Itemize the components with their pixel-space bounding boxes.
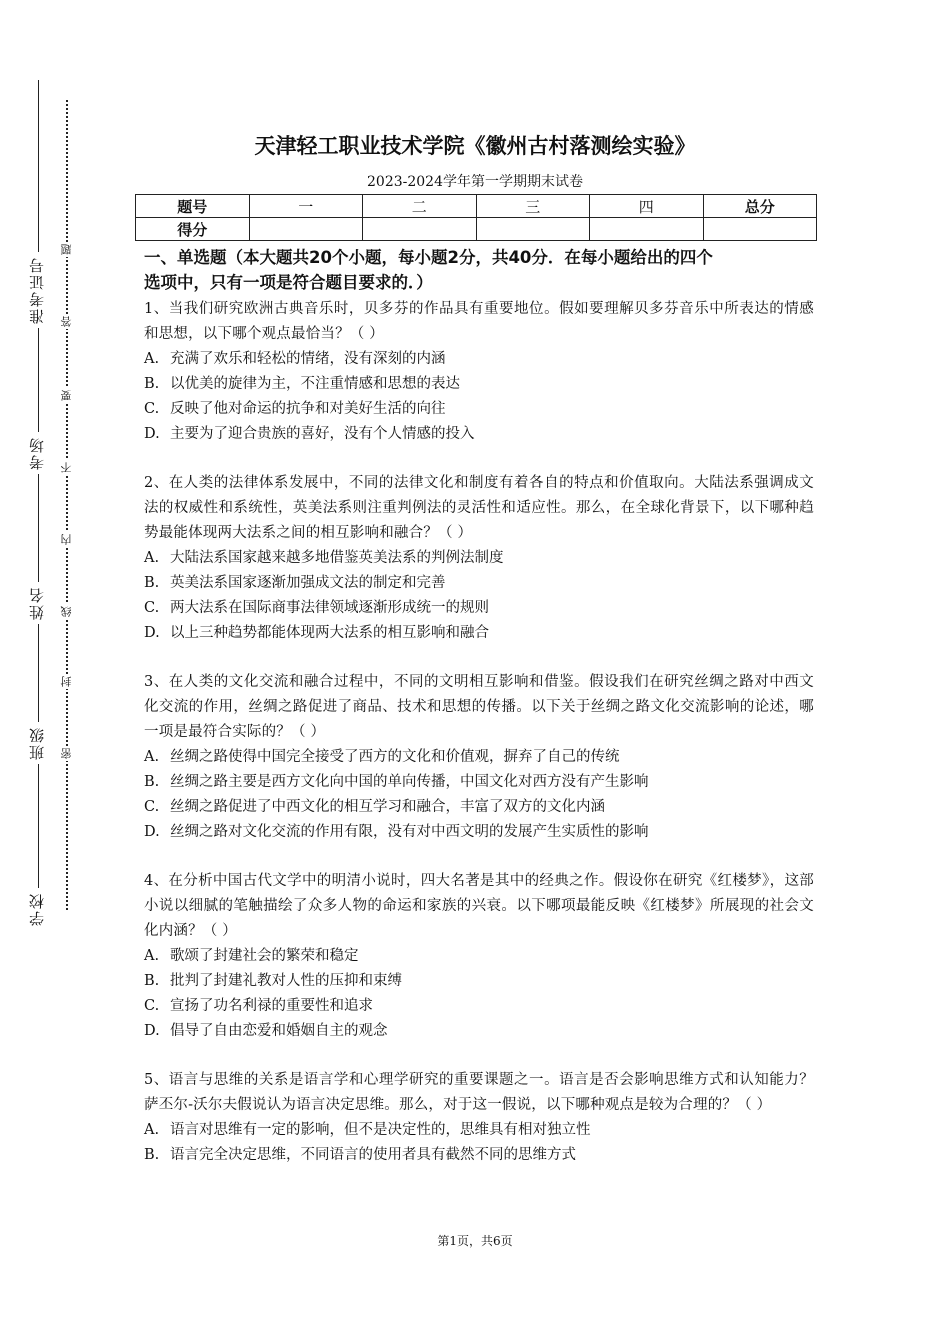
option-c[interactable] xyxy=(144,596,814,621)
option-a[interactable] xyxy=(144,1118,814,1143)
seal-char: 封 xyxy=(60,676,73,687)
option-text: 英美法系国家逐渐加强成文法的制定和完善 xyxy=(170,575,446,591)
option-b[interactable] xyxy=(144,372,814,397)
binding-line xyxy=(38,80,39,920)
question-stem: 3、在人类的文化交流和融合过程中，不同的文明相互影响和借鉴。假设我们在研究丝绸之路对中西文化交流的作用，丝绸之路促进了商品、技术和思想的传播。以下关于丝绸之路文化交流影响的论述，哪一项是最符合实际的？（ ） xyxy=(144,674,814,740)
option-text: 充满了欢乐和轻松的情绪，没有深刻的内涵 xyxy=(170,351,446,367)
section-heading xyxy=(144,245,814,295)
option-key: D. xyxy=(144,824,160,840)
section-heading-line: 一、单选题（本大题共20个小题，每小题2分，共40分．在每小题给出的四个 xyxy=(144,248,713,267)
option-key: B. xyxy=(144,575,160,591)
question-stem: 1、当我们研究欧洲古典音乐时，贝多芬的作品具有重要地位。假如要理解贝多芬音乐中所表达的情感和思想，以下哪个观点最恰当？（ ） xyxy=(144,301,814,342)
option-text: 以上三种趋势都能体现两大法系的相互影响和融合 xyxy=(170,625,489,641)
option-d[interactable] xyxy=(144,422,814,447)
option-text: 反映了他对命运的抗争和对美好生活的向往 xyxy=(170,401,446,417)
score-header-cell: 总分 xyxy=(703,195,817,218)
option-c[interactable] xyxy=(144,795,814,820)
score-cell[interactable] xyxy=(703,218,817,241)
question-stem: 2、在人类的法律体系发展中，不同的法律文化和制度有着各自的特点和价值取向。大陆法系强调成文法的权威性和系统性，英美法系则注重判例法的灵活性和适应性。那么，在全球化背景下，以下哪种趋势最能体现两大法系之间的相互影响和融合？（ ） xyxy=(144,475,814,541)
score-row-label: 得分 xyxy=(136,218,250,241)
option-key: B. xyxy=(144,774,160,790)
option-text: 大陆法系国家越来越多地借鉴英美法系的判例法制度 xyxy=(170,550,504,566)
option-key: C. xyxy=(144,401,160,417)
question-3 xyxy=(144,670,814,845)
option-b[interactable] xyxy=(144,571,814,596)
exam-title: 天津轻工职业技术学院《徽州古村落测绘实验》 xyxy=(254,134,696,158)
field-class-label: 班级 xyxy=(26,722,47,764)
seal-char: 不 xyxy=(60,462,73,473)
field-exam-room-label: 考场 xyxy=(26,432,47,474)
score-header-cell: 三 xyxy=(476,195,590,218)
option-d[interactable] xyxy=(144,1019,814,1044)
option-text: 语言完全决定思维，不同语言的使用者具有截然不同的思维方式 xyxy=(170,1147,576,1163)
seal-char: 答 xyxy=(60,316,73,327)
option-a[interactable] xyxy=(144,546,814,571)
option-text: 批判了封建礼教对人性的压抑和束缚 xyxy=(170,973,402,989)
score-cell[interactable] xyxy=(476,218,590,241)
option-a[interactable] xyxy=(144,745,814,770)
question-1 xyxy=(144,297,814,447)
score-header-cell: 题号 xyxy=(136,195,250,218)
option-key: A. xyxy=(144,749,160,765)
option-text: 丝绸之路主要是西方文化向中国的单向传播，中国文化对西方没有产生影响 xyxy=(170,774,649,790)
option-c[interactable] xyxy=(144,994,814,1019)
score-cell[interactable] xyxy=(590,218,704,241)
score-cell[interactable] xyxy=(363,218,477,241)
option-text: 丝绸之路对文化交流的作用有限，没有对中西文明的发展产生实质性的影响 xyxy=(170,824,649,840)
option-key: C. xyxy=(144,600,160,616)
score-table-header-row xyxy=(136,195,817,218)
score-header-cell: 一 xyxy=(249,195,363,218)
option-key: D. xyxy=(144,1023,160,1039)
option-key: A. xyxy=(144,1122,160,1138)
score-header-cell: 四 xyxy=(590,195,704,218)
option-b[interactable] xyxy=(144,770,814,795)
option-key: A. xyxy=(144,351,160,367)
option-text: 主要为了迎合贵族的喜好，没有个人情感的投入 xyxy=(170,426,475,442)
field-school-label: 学校 xyxy=(26,888,47,930)
exam-subtitle: 2023-2024学年第一学期期末试卷 xyxy=(367,174,583,190)
seal-char: 题 xyxy=(60,244,73,255)
option-text: 丝绸之路使得中国完全接受了西方的文化和价值观，摒弃了自己的传统 xyxy=(170,749,620,765)
option-a[interactable] xyxy=(144,944,814,969)
option-text: 倡导了自由恋爱和婚姻自主的观念 xyxy=(170,1023,388,1039)
seal-char: 线 xyxy=(60,606,73,617)
score-table xyxy=(135,194,817,241)
seal-char: 密 xyxy=(60,748,73,759)
seal-dotted-line xyxy=(66,100,68,910)
option-key: A. xyxy=(144,948,160,964)
option-key: B. xyxy=(144,973,160,989)
score-cell[interactable] xyxy=(249,218,363,241)
question-2 xyxy=(144,471,814,646)
field-exam-number-label: 准考证号 xyxy=(26,252,47,328)
option-text: 歌颂了封建社会的繁荣和稳定 xyxy=(170,948,359,964)
option-key: B. xyxy=(144,1147,160,1163)
field-name-label: 姓名 xyxy=(26,582,47,624)
option-a[interactable] xyxy=(144,347,814,372)
option-text: 宣扬了功名利禄的重要性和追求 xyxy=(170,998,373,1014)
option-b[interactable] xyxy=(144,1143,814,1168)
option-d[interactable] xyxy=(144,820,814,845)
option-key: D. xyxy=(144,426,160,442)
binding-margin xyxy=(18,80,48,940)
option-key: B. xyxy=(144,376,160,392)
page-footer: 第1页，共6页 xyxy=(437,1234,513,1248)
question-stem: 4、在分析中国古代文学中的明清小说时，四大名著是其中的经典之作。假设你在研究《红楼梦》，这部小说以细腻的笔触描绘了众多人物的命运和家族的兴衰。以下哪项最能反映《红楼梦》所展现的社会文化内涵？（ ） xyxy=(144,873,814,939)
option-text: 语言对思维有一定的影响，但不是决定性的，思维具有相对独立性 xyxy=(170,1122,591,1138)
exam-content xyxy=(144,245,814,1168)
option-d[interactable] xyxy=(144,621,814,646)
option-b[interactable] xyxy=(144,969,814,994)
score-header-cell: 二 xyxy=(363,195,477,218)
section-heading-line: 选项中，只有一项是符合题目要求的．） xyxy=(144,273,433,292)
seal-char: 要 xyxy=(60,390,73,401)
option-text: 以优美的旋律为主，不注重情感和思想的表达 xyxy=(170,376,460,392)
option-key: C. xyxy=(144,998,160,1014)
option-key: D. xyxy=(144,625,160,641)
option-key: A. xyxy=(144,550,160,566)
seal-char: 内 xyxy=(60,534,73,545)
option-key: C. xyxy=(144,799,160,815)
option-text: 两大法系在国际商事法律领域逐渐形成统一的规则 xyxy=(170,600,489,616)
question-5 xyxy=(144,1068,814,1168)
question-stem: 5、语言与思维的关系是语言学和心理学研究的重要课题之一。语言是否会影响思维方式和认知能力？萨丕尔-沃尔夫假说认为语言决定思维。那么，对于这一假说，以下哪种观点是较为合理的？（ ） xyxy=(144,1072,814,1113)
option-text: 丝绸之路促进了中西文化的相互学习和融合，丰富了双方的文化内涵 xyxy=(170,799,605,815)
question-4 xyxy=(144,869,814,1044)
option-c[interactable] xyxy=(144,397,814,422)
score-table-score-row xyxy=(136,218,817,241)
